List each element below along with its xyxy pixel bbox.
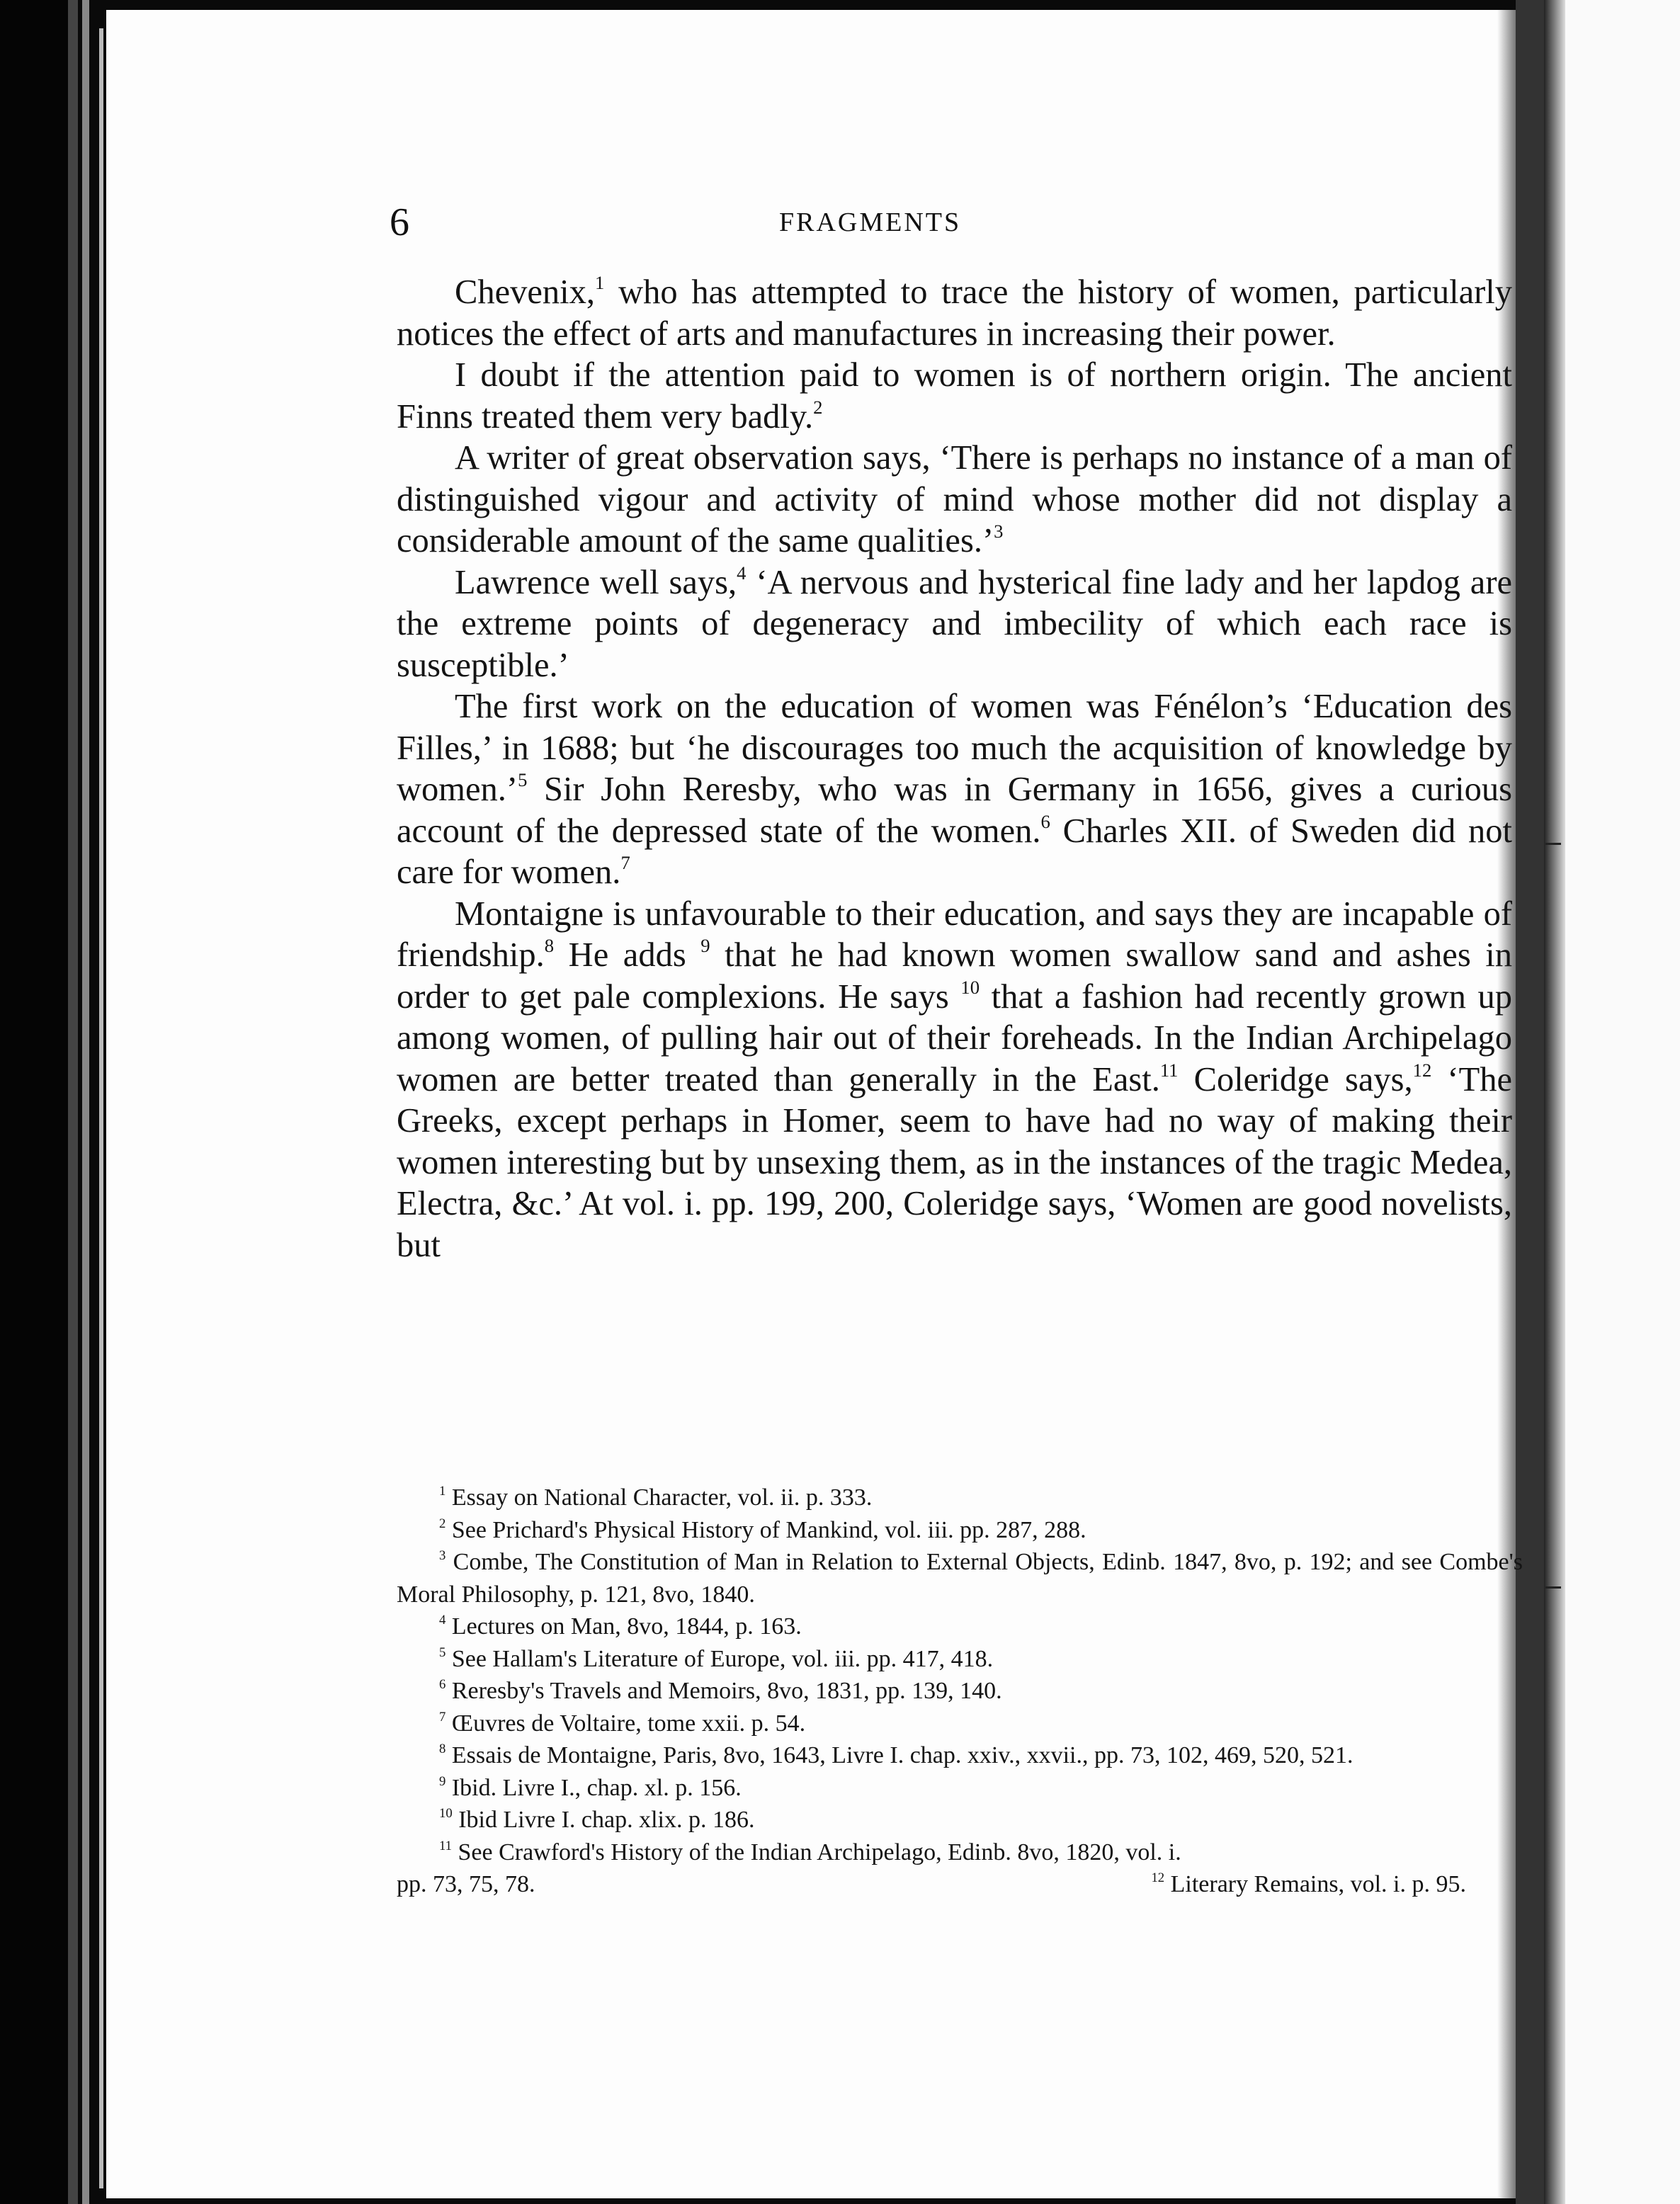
facing-page-edge	[1544, 0, 1680, 2204]
text-run: I doubt if the attention paid to women is of northern origin. The ancient Finns treated them very badly.	[397, 356, 1512, 436]
text-run: that he had known women swallow sand and ashes in order to get pale complexions. He says	[397, 936, 1513, 1016]
footnote-text: Ibid. Livre I., chap. xl. p. 156.	[445, 1774, 742, 1801]
footnote	[397, 1482, 1523, 1514]
footnote-ref: 8	[544, 935, 555, 956]
text-run: ‘The Greeks, except perhaps in Homer, seem to have had no way of making their women interesting but by unsexing them, as in the instances of the tragic Medea, Electra, &c.’ At vol. i. pp. 199, 200, Coleridge says, ‘Women are good novelists, but	[397, 1060, 1512, 1264]
text-run: The first work on the education of women was Fénélon’s ‘Education des Filles,’ in 1688; but ‘he discourages too much the acquisition of knowledge by women.’	[397, 688, 1512, 808]
footnote-text: Essais de Montaigne, Paris, 8vo, 1643, Livre I. chap. xxiv., xxvii., pp. 73, 102, 469, 520, 521.	[445, 1742, 1353, 1768]
footnote-text: Lectures on Man, 8vo, 1844, p. 163.	[445, 1613, 802, 1640]
text-run: Lawrence well says,	[455, 563, 737, 601]
text-run: Coleridge says,	[1178, 1060, 1413, 1098]
paragraph	[397, 355, 1512, 438]
paragraph	[397, 272, 1512, 355]
footnote	[397, 1675, 1523, 1708]
footnote-number: 9	[439, 1773, 446, 1789]
footnote-row	[397, 1868, 1523, 1901]
footnote-text: Literary Remains, vol. i. p. 95.	[1164, 1871, 1466, 1897]
footnote-ref: 12	[1412, 1059, 1432, 1081]
footnote-ref: 9	[700, 935, 710, 956]
footnote-ref: 11	[1159, 1059, 1179, 1081]
footnote	[1151, 1868, 1466, 1901]
footnote-ref: 5	[518, 769, 528, 790]
footnote-ref: 7	[620, 852, 630, 873]
footnote-number: 11	[439, 1838, 452, 1853]
footnote	[397, 1739, 1523, 1772]
footnote	[397, 1611, 1523, 1643]
footnote-text: See Hallam's Literature of Europe, vol. iii. pp. 417, 418.	[445, 1645, 994, 1672]
footnote	[397, 1772, 1523, 1805]
footnote-number: 12	[1151, 1870, 1165, 1885]
text-run: A writer of great observation says, ‘There is perhaps no instance of a man of distinguished vigour and activity of mind whose mother did not display a considerable amount of the same qualities.’	[397, 439, 1512, 559]
binding-strip	[82, 0, 89, 2204]
footnote-number: 5	[439, 1645, 446, 1660]
text-run: Montaigne is unfavourable to their education, and says they are incapable of friendship.	[397, 894, 1512, 974]
text-run: Sir John Reresby, who was in Germany in 1656, gives a curious account of the depressed state of the women.	[397, 771, 1512, 850]
footnote-number: 6	[439, 1676, 446, 1692]
footnote	[397, 1643, 1523, 1676]
main-text	[397, 272, 1512, 1266]
footnote-ref: 6	[1040, 810, 1050, 832]
footnote	[397, 1708, 1523, 1740]
footnote-text: Essay on National Character, vol. ii. p. 333.	[445, 1484, 873, 1511]
text-run: Chevenix,	[455, 273, 596, 311]
text-run: Charles XII. of Sweden did not care for women.	[397, 812, 1512, 891]
page-number: 6	[390, 200, 409, 244]
paragraph	[397, 438, 1512, 562]
footnote-text: See Prichard's Physical History of Mankind, vol. iii. pp. 287, 288.	[445, 1516, 1086, 1543]
footnote-number: 10	[439, 1805, 453, 1821]
footnote-ref: 4	[737, 562, 747, 584]
page-edge-strip	[99, 28, 103, 2188]
text-run: who has attempted to trace the history of women, particularly notices the effect of arts and manufactures in increasing their power.	[397, 273, 1512, 353]
footnote-text: pp. 73, 75, 78.	[397, 1871, 535, 1897]
footnote-ref: 10	[960, 976, 980, 998]
gutter-shadow	[1544, 0, 1565, 2204]
footnotes	[397, 1482, 1523, 1901]
page-header	[106, 200, 1516, 242]
footnote-text: See Crawford's History of the Indian Archipelago, Edinb. 8vo, 1820, vol. i.	[452, 1839, 1181, 1865]
binding-strip	[68, 0, 78, 2204]
paragraph	[397, 562, 1512, 687]
footnote	[397, 1514, 1523, 1547]
text-run: that a fashion had recently grown up among women, of pulling hair out of their foreheads. In the Indian Archipelago women are better treated than generally in the East.	[397, 977, 1512, 1098]
book-page	[106, 10, 1523, 2198]
paragraph	[397, 686, 1512, 894]
footnote-number: 8	[439, 1741, 446, 1756]
footnote-text: Œuvres de Voltaire, tome xxii. p. 54.	[445, 1710, 806, 1737]
left-binding-edge	[0, 0, 78, 2204]
footnote-ref: 2	[813, 396, 823, 418]
footnote-number: 7	[439, 1709, 446, 1725]
footnote-text: Ibid Livre I. chap. xlix. p. 186.	[452, 1807, 755, 1833]
paragraph	[397, 894, 1512, 1267]
text-run: ‘A nervous and hysterical fine lady and her lapdog are the extreme points of degeneracy and imbecility of which each race is susceptible.’	[397, 563, 1512, 684]
footnote-ref: 1	[595, 272, 605, 293]
footnote-number: 2	[439, 1516, 446, 1531]
footnote-number: 4	[439, 1612, 446, 1628]
footnote-text: Reresby's Travels and Memoirs, 8vo, 1831, pp. 139, 140.	[445, 1678, 1002, 1704]
footnote-number: 1	[439, 1483, 446, 1499]
facing-page-mark	[1545, 1586, 1561, 1589]
footnote	[397, 1546, 1523, 1611]
footnote-ref: 3	[994, 521, 1004, 542]
footnote	[397, 1804, 1523, 1836]
footnote-text: Combe, The Constitution of Man in Relation to External Objects, Edinb. 1847, 8vo, p. 192; and see Combe's Moral Philosophy, p. 121, 8vo, 1840.	[397, 1549, 1523, 1608]
running-head: FRAGMENTS	[779, 208, 962, 237]
footnote-number: 3	[439, 1547, 446, 1563]
footnote	[397, 1836, 1523, 1869]
text-run: He adds	[554, 936, 701, 974]
facing-page-mark	[1545, 843, 1561, 845]
